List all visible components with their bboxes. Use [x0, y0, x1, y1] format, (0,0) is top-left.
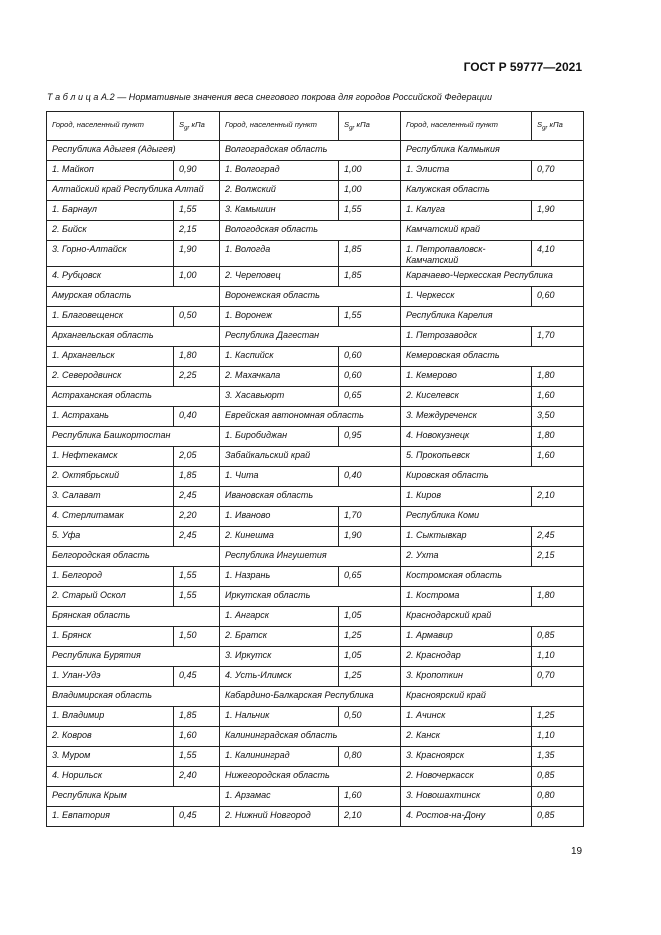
table-body: [47, 141, 584, 827]
city-cell: 1. Биробиджан: [220, 427, 339, 447]
snow-load-value: 0,85: [532, 627, 584, 647]
snow-load-value: 1,55: [174, 201, 220, 221]
city-cell: 1. Сыктывкар: [401, 527, 532, 547]
snow-load-value: 0,65: [339, 387, 401, 407]
snow-load-value: 1,85: [339, 267, 401, 287]
city-cell: 1. Армавир: [401, 627, 532, 647]
city-cell: 1. Кемерово: [401, 367, 532, 387]
header-unit: кПа: [191, 120, 205, 129]
snow-load-value: 1,25: [339, 627, 401, 647]
table-row: [47, 567, 584, 587]
table-row: [47, 287, 584, 307]
snow-load-value: 1,85: [174, 467, 220, 487]
city-cell: 1. Ачинск: [401, 707, 532, 727]
snow-load-value: 1,55: [174, 747, 220, 767]
city-cell: 2. Череповец: [220, 267, 339, 287]
city-cell: 4. Новокузнецк: [401, 427, 532, 447]
region-cell: Амурская область: [47, 287, 220, 307]
table-row: [47, 607, 584, 627]
snow-load-value: 0,45: [174, 667, 220, 687]
region-cell: Республика Крым: [47, 787, 220, 807]
table-row: [47, 667, 584, 687]
region-cell: Владимирская область: [47, 687, 220, 707]
header-s: S: [344, 120, 350, 129]
city-cell: 1. Архангельск: [47, 347, 174, 367]
snow-load-value: 0,60: [339, 367, 401, 387]
region-cell: Еврейская автономная область: [220, 407, 401, 427]
snow-load-value: 1,90: [532, 201, 584, 221]
city-cell: 3. Камышин: [220, 201, 339, 221]
city-cell: 1. Ангарск: [220, 607, 339, 627]
region-cell: Республика Бурятия: [47, 647, 220, 667]
header-snow-load: [339, 112, 401, 141]
city-cell: 4. Усть-Илимск: [220, 667, 339, 687]
city-cell: 3. Новошахтинск: [401, 787, 532, 807]
table-row: [47, 327, 584, 347]
region-cell: Вологодская область: [220, 221, 401, 241]
region-cell: Республика Коми: [401, 507, 584, 527]
header-city: Город, населенный пункт: [220, 112, 339, 141]
city-cell: 2. Нижний Новгород: [220, 807, 339, 827]
snow-load-value: 0,50: [174, 307, 220, 327]
table-header-row: [47, 112, 584, 141]
snow-load-value: 0,85: [532, 807, 584, 827]
table-row: [47, 161, 584, 181]
snow-load-value: 1,25: [339, 667, 401, 687]
snow-load-value: 0,95: [339, 427, 401, 447]
table-row: [47, 707, 584, 727]
city-cell: 1. Арзамас: [220, 787, 339, 807]
city-cell: 3. Хасавьюрт: [220, 387, 339, 407]
city-cell: 2. Бийск: [47, 221, 174, 241]
city-cell: 3. Иркутск: [220, 647, 339, 667]
table-row: [47, 307, 584, 327]
snow-load-value: 2,20: [174, 507, 220, 527]
city-cell: 2. Волжский: [220, 181, 339, 201]
city-cell: 1. Белгород: [47, 567, 174, 587]
city-cell: 3. Салават: [47, 487, 174, 507]
snow-load-value: 1,55: [339, 307, 401, 327]
header-s: S: [537, 120, 543, 129]
city-cell: 1. Петропавловск-Камчатский: [401, 241, 532, 267]
city-cell: 2. Махачкала: [220, 367, 339, 387]
snow-load-value: 0,40: [339, 467, 401, 487]
region-cell: Калининградская область: [220, 727, 401, 747]
region-cell: Забайкальский край: [220, 447, 401, 467]
header-snow-load: [174, 112, 220, 141]
snow-load-value: 2,10: [339, 807, 401, 827]
region-cell: Астраханская область: [47, 387, 220, 407]
header-s-sub: gr: [349, 125, 355, 132]
snow-load-value: 2,45: [532, 527, 584, 547]
snow-load-value: 1,60: [532, 387, 584, 407]
city-cell: 1. Калининград: [220, 747, 339, 767]
city-cell: 1. Улан-Удэ: [47, 667, 174, 687]
city-cell: 1. Чита: [220, 467, 339, 487]
snow-load-value: 1,90: [174, 241, 220, 267]
snow-load-value: 1,80: [174, 347, 220, 367]
snow-load-value: 1,05: [339, 607, 401, 627]
snow-load-value: 1,00: [339, 161, 401, 181]
region-cell: Брянская область: [47, 607, 220, 627]
table-row: [47, 241, 584, 267]
header-city: Город, населенный пункт: [47, 112, 174, 141]
city-cell: 4. Норильск: [47, 767, 174, 787]
city-cell: 4. Рубцовск: [47, 267, 174, 287]
snow-load-value: 1,60: [532, 447, 584, 467]
table-row: [47, 647, 584, 667]
header-s: S: [179, 120, 185, 129]
snow-load-value: 1,00: [339, 181, 401, 201]
table-row: [47, 387, 584, 407]
table-row: [47, 767, 584, 787]
table-row: [47, 141, 584, 161]
region-cell: Республика Ингушетия: [220, 547, 401, 567]
region-cell: Краснодарский край: [401, 607, 584, 627]
header-unit: кПа: [549, 120, 563, 129]
snow-load-value: 1,55: [174, 567, 220, 587]
table-row: [47, 347, 584, 367]
snow-load-value: 0,60: [532, 287, 584, 307]
snow-load-value: 3,50: [532, 407, 584, 427]
snow-load-value: 0,80: [339, 747, 401, 767]
table-row: [47, 587, 584, 607]
snow-load-value: 1,85: [174, 707, 220, 727]
city-cell: 1. Астрахань: [47, 407, 174, 427]
table-row: [47, 507, 584, 527]
snow-load-value: 1,80: [532, 427, 584, 447]
city-cell: 2. Краснодар: [401, 647, 532, 667]
table-row: [47, 727, 584, 747]
city-cell: 1. Владимир: [47, 707, 174, 727]
snow-load-value: 0,90: [174, 161, 220, 181]
table-row: [47, 687, 584, 707]
region-cell: Республика Карелия: [401, 307, 584, 327]
snow-load-value: 1,70: [339, 507, 401, 527]
city-cell: 1. Кострома: [401, 587, 532, 607]
snow-load-value: 2,45: [174, 527, 220, 547]
header-snow-load: [532, 112, 584, 141]
snow-load-value: 1,35: [532, 747, 584, 767]
city-cell: 5. Уфа: [47, 527, 174, 547]
region-cell: Кемеровская область: [401, 347, 584, 367]
snow-load-value: 1,80: [532, 367, 584, 387]
region-cell: Республика Калмыкия: [401, 141, 584, 161]
table-row: [47, 747, 584, 767]
table-row: [47, 467, 584, 487]
city-cell: 1. Волгоград: [220, 161, 339, 181]
region-cell: Карачаево-Черкесская Республика: [401, 267, 584, 287]
region-cell: Нижегородская область: [220, 767, 401, 787]
city-cell: 2. Октябрьский: [47, 467, 174, 487]
region-cell: Ивановская область: [220, 487, 401, 507]
city-cell: 1. Вологда: [220, 241, 339, 267]
city-cell: 1. Нальчик: [220, 707, 339, 727]
city-cell: 1. Черкесск: [401, 287, 532, 307]
city-cell: 1. Евпатория: [47, 807, 174, 827]
city-cell: 5. Прокопьевск: [401, 447, 532, 467]
table-row: [47, 547, 584, 567]
city-cell: 3. Красноярск: [401, 747, 532, 767]
snow-load-value: 1,85: [339, 241, 401, 267]
city-cell: 2. Старый Оскол: [47, 587, 174, 607]
region-cell: Белгородская область: [47, 547, 220, 567]
city-cell: 1. Калуга: [401, 201, 532, 221]
snow-load-value: 1,60: [339, 787, 401, 807]
table-row: [47, 787, 584, 807]
table-caption: Т а б л и ц а А.2 — Нормативные значения веса снегового покрова для городов Российской Федерации: [47, 92, 493, 102]
snow-load-value: 2,15: [174, 221, 220, 241]
snow-load-value: 0,50: [339, 707, 401, 727]
region-cell: Камчатский край: [401, 221, 584, 241]
table-row: [47, 201, 584, 221]
table-row: [47, 267, 584, 287]
table-row: [47, 427, 584, 447]
region-cell: Иркутская область: [220, 587, 401, 607]
region-cell: Республика Дагестан: [220, 327, 401, 347]
city-cell: 2. Братск: [220, 627, 339, 647]
snow-load-value: 1,80: [532, 587, 584, 607]
table-row: [47, 527, 584, 547]
table-row: [47, 181, 584, 201]
city-cell: 1. Брянск: [47, 627, 174, 647]
snow-load-value: 1,50: [174, 627, 220, 647]
region-cell: Архангельская область: [47, 327, 220, 347]
city-cell: 2. Ковров: [47, 727, 174, 747]
region-cell: Кировская область: [401, 467, 584, 487]
header-city: Город, населенный пункт: [401, 112, 532, 141]
snow-load-value: 4,10: [532, 241, 584, 267]
city-cell: 1. Петрозаводск: [401, 327, 532, 347]
snow-load-value: 2,40: [174, 767, 220, 787]
city-cell: 1. Каспийск: [220, 347, 339, 367]
city-cell: 1. Элиста: [401, 161, 532, 181]
snow-load-value: 1,55: [339, 201, 401, 221]
snow-load-value: 2,05: [174, 447, 220, 467]
header-s-sub: gr: [184, 125, 190, 132]
table-row: [47, 807, 584, 827]
snow-load-value: 2,10: [532, 487, 584, 507]
snow-load-table: [46, 111, 584, 827]
snow-load-value: 0,65: [339, 567, 401, 587]
snow-load-value: 0,70: [532, 667, 584, 687]
city-cell: 4. Ростов-на-Дону: [401, 807, 532, 827]
city-cell: 2. Северодвинск: [47, 367, 174, 387]
snow-load-value: 1,70: [532, 327, 584, 347]
region-cell: Алтайский край Республика Алтай: [47, 181, 220, 201]
region-cell: Волгоградская область: [220, 141, 401, 161]
table-row: [47, 627, 584, 647]
snow-load-value: 1,05: [339, 647, 401, 667]
city-cell: 4. Стерлитамак: [47, 507, 174, 527]
city-cell: 1. Благовещенск: [47, 307, 174, 327]
city-cell: 1. Нефтекамск: [47, 447, 174, 467]
city-cell: 1. Воронеж: [220, 307, 339, 327]
city-cell: 3. Муром: [47, 747, 174, 767]
city-cell: 3. Кропоткин: [401, 667, 532, 687]
header-unit: кПа: [356, 120, 370, 129]
region-cell: Воронежская область: [220, 287, 401, 307]
region-cell: Костромская область: [401, 567, 584, 587]
region-cell: Кабардино-Балкарская Республика: [220, 687, 401, 707]
region-cell: Красноярский край: [401, 687, 584, 707]
snow-load-value: 0,70: [532, 161, 584, 181]
table-row: [47, 367, 584, 387]
snow-load-value: 0,60: [339, 347, 401, 367]
city-cell: 2. Киселевск: [401, 387, 532, 407]
table-row: [47, 221, 584, 241]
snow-load-value: 2,25: [174, 367, 220, 387]
region-cell: Республика Адыгея (Адыгея): [47, 141, 220, 161]
snow-load-value: 1,55: [174, 587, 220, 607]
city-cell: 3. Горно-Алтайск: [47, 241, 174, 267]
region-cell: Республика Башкортостан: [47, 427, 220, 447]
snow-load-value: 0,80: [532, 787, 584, 807]
page-number: 19: [571, 846, 583, 857]
header-s-sub: gr: [542, 125, 548, 132]
snow-load-value: 1,00: [174, 267, 220, 287]
snow-load-value: 0,85: [532, 767, 584, 787]
snow-load-value: 1,10: [532, 727, 584, 747]
table-row: [47, 487, 584, 507]
city-cell: 2. Ухта: [401, 547, 532, 567]
document-code: ГОСТ Р 59777—2021: [463, 60, 582, 74]
snow-load-value: 1,10: [532, 647, 584, 667]
city-cell: 1. Назрань: [220, 567, 339, 587]
snow-load-value: 1,60: [174, 727, 220, 747]
city-cell: 2. Новочеркасск: [401, 767, 532, 787]
city-cell: 3. Междуреченск: [401, 407, 532, 427]
city-cell: 1. Барнаул: [47, 201, 174, 221]
snow-load-value: 0,45: [174, 807, 220, 827]
city-cell: 1. Майкоп: [47, 161, 174, 181]
region-cell: Калужская область: [401, 181, 584, 201]
snow-load-value: 1,90: [339, 527, 401, 547]
city-cell: 2. Кинешма: [220, 527, 339, 547]
snow-load-value: 2,15: [532, 547, 584, 567]
snow-load-value: 1,25: [532, 707, 584, 727]
snow-load-value: 0,40: [174, 407, 220, 427]
snow-load-value: 2,45: [174, 487, 220, 507]
city-cell: 2. Канск: [401, 727, 532, 747]
city-cell: 1. Иваново: [220, 507, 339, 527]
city-cell: 1. Киров: [401, 487, 532, 507]
table-row: [47, 447, 584, 467]
table-row: [47, 407, 584, 427]
